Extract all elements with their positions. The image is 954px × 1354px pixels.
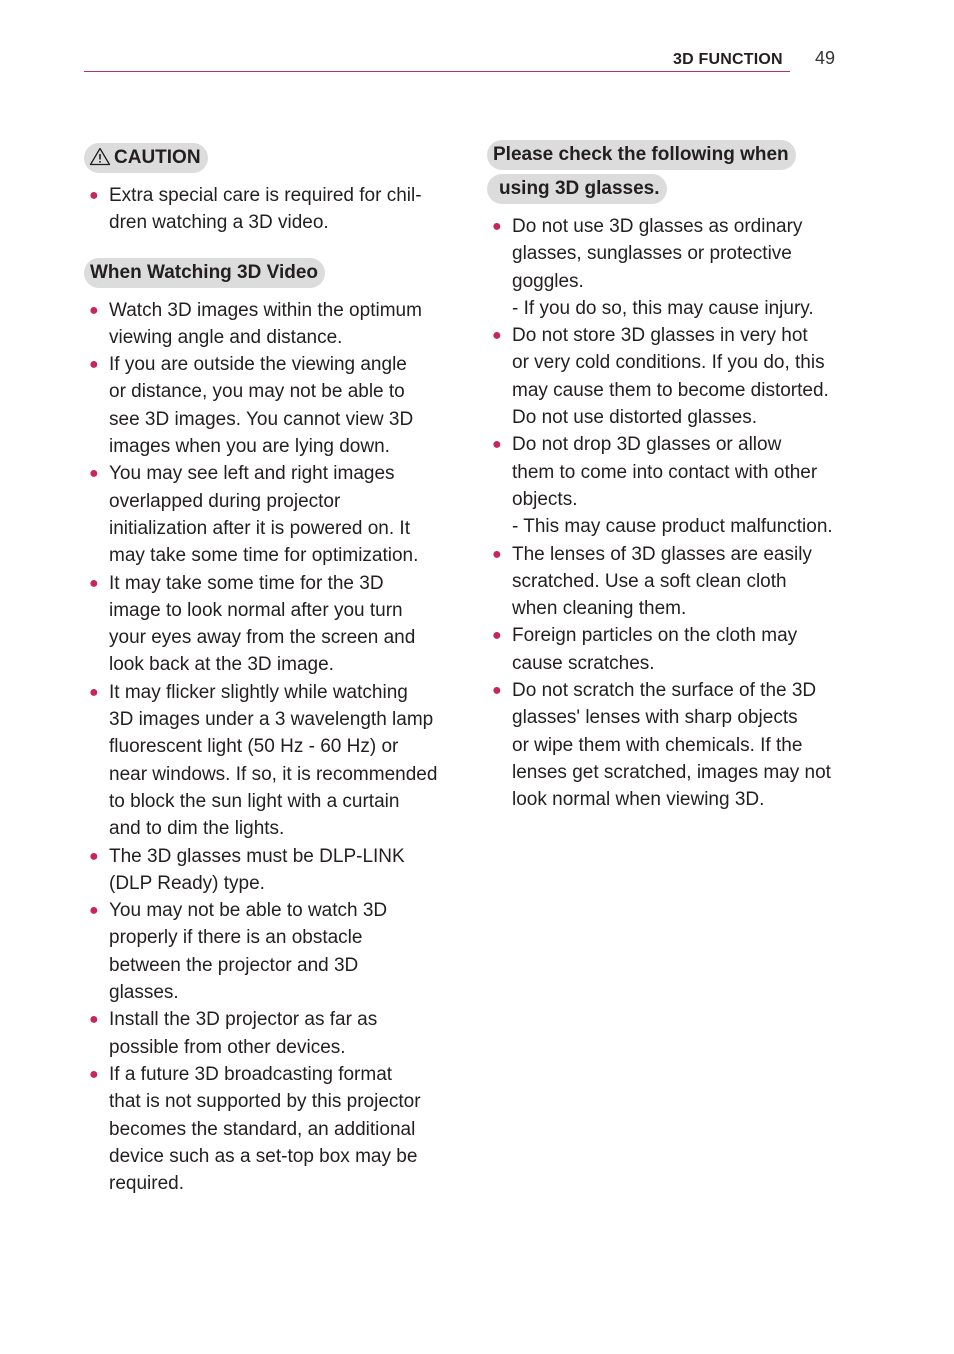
page-number: 49 [815, 48, 836, 68]
list-item-text: Foreign particles on the cloth may cause scratches. [512, 625, 798, 674]
caution-list [84, 182, 444, 237]
list-item-text: You may see left and right images overlapped during projector initialization after it is powered on. It may take some time for optimization. [109, 463, 419, 567]
bullet-dot-icon: ● [89, 847, 99, 865]
list-item [487, 322, 857, 431]
list-item [487, 622, 857, 677]
list-item-note: - If you do so, this may cause injury. [512, 297, 814, 319]
bullet-dot-icon: ● [492, 436, 502, 454]
bullet-dot-icon: ● [492, 627, 502, 645]
list-item-text: If a future 3D broadcasting format that is not supported by this projector becomes the standard, an additional device such as a set-top box may be required. [109, 1063, 421, 1195]
list-item [84, 570, 444, 679]
glasses-list [487, 213, 857, 814]
caution-heading [84, 143, 208, 173]
watching-list [84, 297, 444, 1198]
list-item-text: Do not store 3D glasses in very hot or very cold conditions. If you do, this may cause them to become distorted. Do not use distorted glasses. [512, 325, 829, 429]
list-item [487, 213, 857, 322]
list-item [84, 297, 444, 352]
bullet-dot-icon: ● [89, 187, 99, 204]
list-item-text: Install the 3D projector as far as possible from other devices. [109, 1009, 378, 1058]
header-divider [84, 71, 790, 72]
list-item-text: Watch 3D images within the optimum viewing angle and distance. [109, 299, 422, 348]
bullet-dot-icon: ● [89, 902, 99, 920]
list-item-text: The lenses of 3D glasses are easily scratched. Use a soft clean cloth when cleaning them. [512, 543, 812, 620]
list-item-text: Extra special care is required for chil- dren watching a 3D video. [109, 185, 422, 234]
watching-heading: When Watching 3D Video [84, 258, 325, 288]
list-item-text: Do not drop 3D glasses or allow them to come into contact with other objects. [512, 434, 818, 510]
bullet-dot-icon: ● [492, 682, 502, 700]
caution-label: CAUTION [114, 147, 201, 168]
list-item-text: If you are outside the viewing angle or distance, you may not be able to see 3D images. You cannot view 3D images when you are lying down. [109, 354, 414, 458]
bullet-dot-icon: ● [89, 356, 99, 374]
list-item [487, 431, 857, 540]
bullet-dot-icon: ● [89, 1011, 99, 1029]
bullet-dot-icon: ● [89, 301, 99, 319]
bullet-dot-icon: ● [89, 465, 99, 483]
glasses-heading-line1: Please check the following when [487, 140, 796, 170]
section-title: 3D FUNCTION [673, 51, 783, 68]
list-item [84, 460, 444, 569]
bullet-dot-icon: ● [89, 574, 99, 592]
list-item-text: Do not use 3D glasses as ordinary glasses, sunglasses or protective goggles. [512, 216, 803, 292]
list-item-text: You may not be able to watch 3D properly if there is an obstacle between the projector and 3D glasses. [109, 900, 388, 1004]
bullet-dot-icon: ● [492, 327, 502, 345]
list-item [84, 182, 444, 237]
bullet-dot-icon: ● [492, 545, 502, 563]
list-item [84, 843, 444, 898]
left-column [84, 143, 444, 1197]
list-item [84, 1006, 444, 1061]
list-item-text: It may flicker slightly while watching 3D images under a 3 wavelength lamp fluorescent light (50 Hz - 60 Hz) or near windows. If so, it is recommended to block the sun light with a curtain and to dim the lights. [109, 681, 438, 840]
warning-triangle-icon [89, 147, 111, 166]
bullet-dot-icon: ● [89, 683, 99, 701]
list-item [84, 351, 444, 460]
list-item [487, 677, 857, 813]
list-item [487, 541, 857, 623]
list-item [84, 897, 444, 1006]
glasses-heading-line2: using 3D glasses. [487, 174, 667, 204]
list-item-text: It may take some time for the 3D image to look normal after you turn your eyes away from the screen and look back at the 3D image. [109, 572, 416, 676]
list-item-note: - This may cause product malfunction. [512, 516, 833, 538]
list-item [84, 1061, 444, 1197]
right-column [487, 140, 857, 814]
bullet-dot-icon: ● [89, 1065, 99, 1083]
bullet-dot-icon: ● [492, 218, 502, 235]
list-item-text: The 3D glasses must be DLP-LINK (DLP Ready) type. [109, 845, 405, 894]
list-item-text: Do not scratch the surface of the 3D glasses' lenses with sharp objects or wipe them with chemicals. If the lenses get scratched, images may not look normal when viewing 3D. [512, 680, 831, 811]
list-item [84, 679, 444, 843]
